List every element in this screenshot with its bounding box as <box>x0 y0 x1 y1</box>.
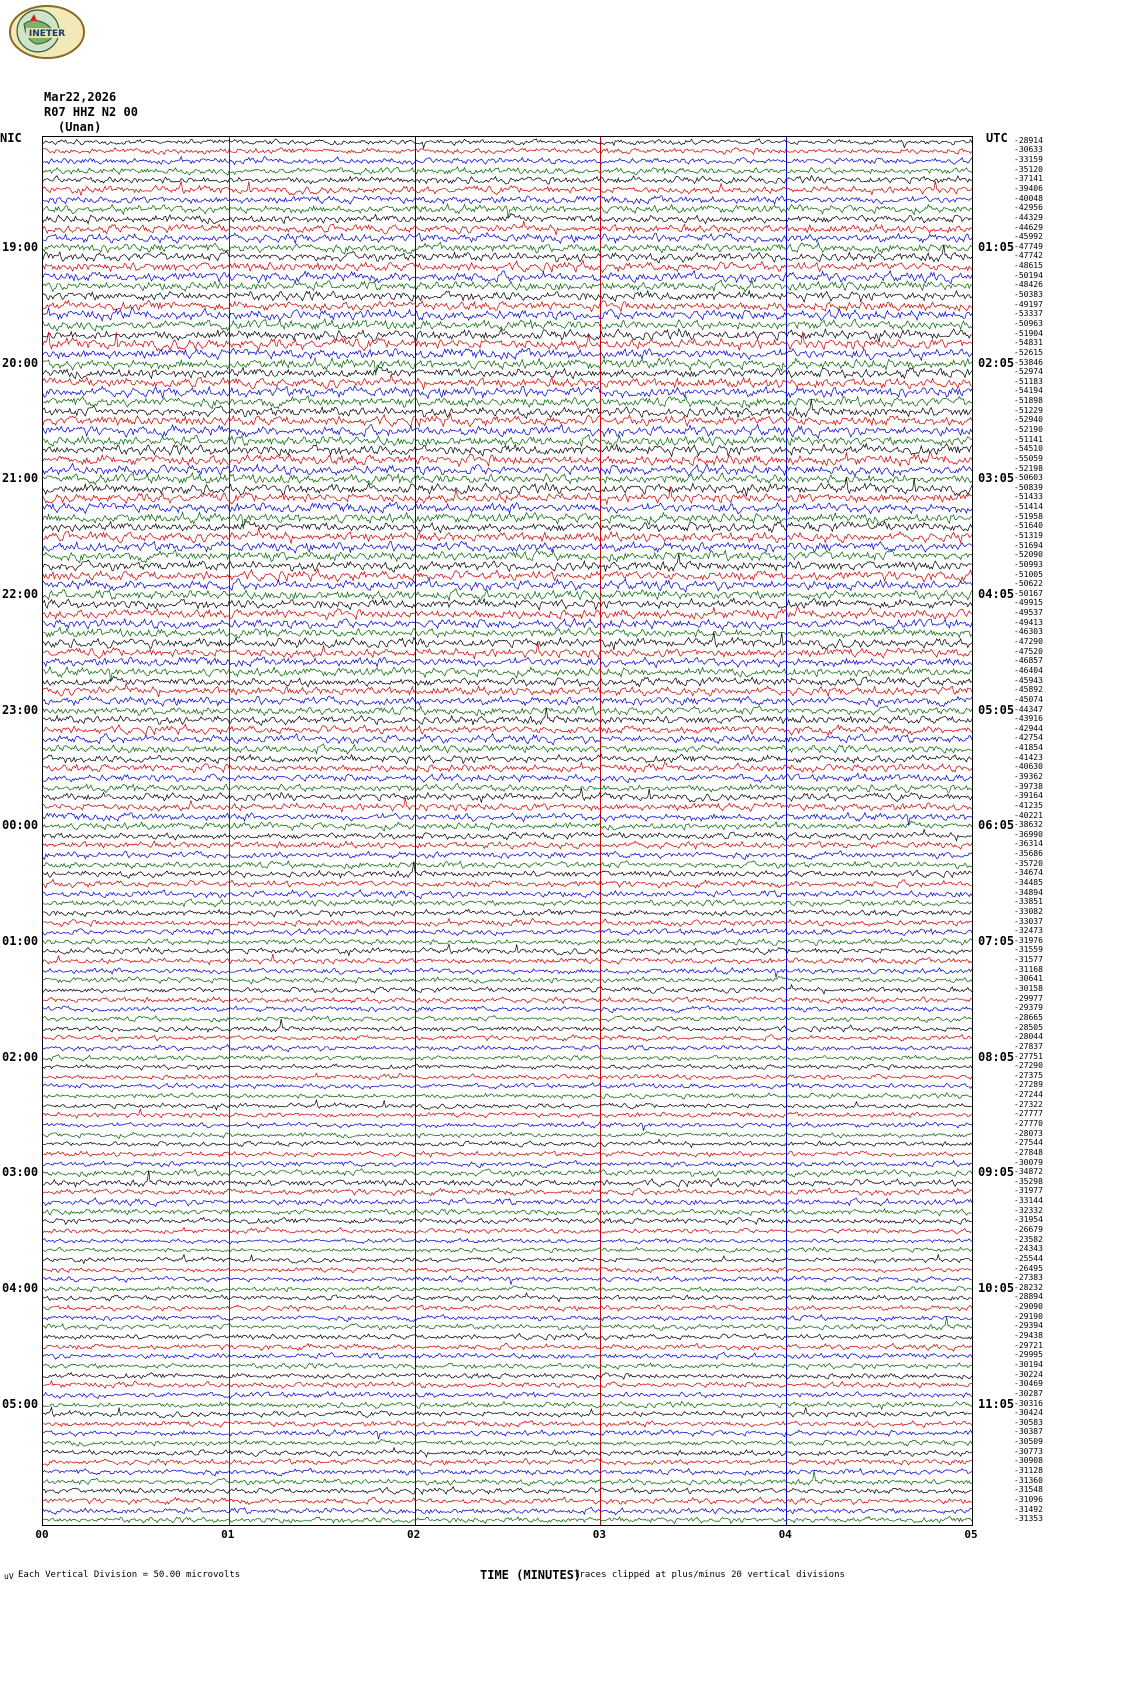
clip-note: Traces clipped at plus/minus 20 vertical divisions <box>574 1570 845 1580</box>
amplitude-label: -51414 <box>1014 502 1043 512</box>
amplitude-label: -30194 <box>1014 1359 1043 1369</box>
utc-time-label: 06:05 <box>978 818 1015 833</box>
seismogram-plot <box>42 136 973 1526</box>
amplitude-label: -28665 <box>1014 1012 1043 1022</box>
amplitude-label: -27751 <box>1014 1051 1043 1061</box>
amplitude-label: -50383 <box>1014 290 1043 300</box>
local-time-label: 01:00 <box>2 933 39 948</box>
utc-time-label: 03:05 <box>978 471 1015 486</box>
utc-time-label: 02:05 <box>978 355 1015 370</box>
amplitude-label: -26495 <box>1014 1263 1043 1273</box>
amplitude-label: -28044 <box>1014 1032 1043 1042</box>
amplitude-label: -28914 <box>1014 135 1043 145</box>
amplitude-label: -51183 <box>1014 376 1043 386</box>
amplitude-label: -30908 <box>1014 1456 1043 1466</box>
amplitude-label: -51005 <box>1014 569 1043 579</box>
amplitude-label: -30158 <box>1014 984 1043 994</box>
amplitude-label: -50167 <box>1014 588 1043 598</box>
amplitude-label: -50963 <box>1014 318 1043 328</box>
amplitude-label: -35120 <box>1014 164 1043 174</box>
amplitude-label: -53846 <box>1014 357 1043 367</box>
amplitude-label: -47749 <box>1014 241 1043 251</box>
amplitude-label: -52974 <box>1014 367 1043 377</box>
amplitude-label: -44347 <box>1014 704 1043 714</box>
trace-row <box>43 1507 973 1526</box>
amplitude-label: -23582 <box>1014 1234 1043 1244</box>
amplitude-label: -30509 <box>1014 1437 1043 1447</box>
amplitude-label: -27544 <box>1014 1138 1043 1148</box>
amplitude-label: -29379 <box>1014 1003 1043 1013</box>
amplitude-label: -29995 <box>1014 1350 1043 1360</box>
amplitude-label: -34674 <box>1014 868 1043 878</box>
utc-time-label: 04:05 <box>978 586 1015 601</box>
amplitude-label: -50993 <box>1014 559 1043 569</box>
amplitude-label: -28073 <box>1014 1128 1043 1138</box>
utc-time-label: 08:05 <box>978 1049 1015 1064</box>
amplitude-label: -53337 <box>1014 309 1043 319</box>
amplitude-label: -35686 <box>1014 849 1043 859</box>
amplitude-label: -54831 <box>1014 338 1043 348</box>
amplitude-label: -42956 <box>1014 203 1043 213</box>
amplitude-label: -29394 <box>1014 1321 1043 1331</box>
amplitude-label: -40221 <box>1014 810 1043 820</box>
amplitude-label: -41854 <box>1014 743 1043 753</box>
scale-note: Each Vertical Division = 50.00 microvolts <box>18 1570 241 1580</box>
amplitude-label: -29190 <box>1014 1311 1043 1321</box>
amplitude-label: -30224 <box>1014 1369 1043 1379</box>
header-date: Mar22,2026 <box>44 90 117 104</box>
amplitude-label: -55059 <box>1014 453 1043 463</box>
amplitude-label: -34872 <box>1014 1167 1043 1177</box>
amplitude-label: -30583 <box>1014 1417 1043 1427</box>
amplitude-label: -33082 <box>1014 906 1043 916</box>
amplitude-label: -32332 <box>1014 1205 1043 1215</box>
amplitude-label: -33037 <box>1014 916 1043 926</box>
amplitude-label: -51319 <box>1014 531 1043 540</box>
amplitude-label: -29438 <box>1014 1331 1043 1341</box>
utc-time-label: 05:05 <box>978 702 1015 717</box>
amplitude-label: -31559 <box>1014 945 1043 955</box>
amplitude-label: -51229 <box>1014 405 1043 415</box>
amplitude-label: -31168 <box>1014 964 1043 974</box>
amplitude-label: -39164 <box>1014 791 1043 801</box>
amplitude-label: -54510 <box>1014 444 1043 454</box>
amplitude-label: -34894 <box>1014 887 1043 897</box>
local-time-label: 02:00 <box>2 1049 39 1064</box>
amplitude-label: -28232 <box>1014 1282 1043 1292</box>
amplitude-label: -42944 <box>1014 723 1043 733</box>
amplitude-label: -38632 <box>1014 820 1043 830</box>
amplitude-label: -45992 <box>1014 232 1043 242</box>
amplitude-label: -49537 <box>1014 608 1043 618</box>
amplitude-label: -31353 <box>1014 1514 1043 1524</box>
amplitude-label: -42754 <box>1014 733 1043 743</box>
amplitude-label: -27322 <box>1014 1099 1043 1109</box>
amplitude-label: -46404 <box>1014 665 1043 675</box>
x-tick-label: 04 <box>778 1528 792 1541</box>
amplitude-label: -51141 <box>1014 434 1043 444</box>
amplitude-label: -47742 <box>1014 251 1043 261</box>
x-tick-label: 01 <box>221 1528 235 1541</box>
amplitude-label: -31128 <box>1014 1465 1043 1475</box>
amplitude-label: -27837 <box>1014 1041 1043 1051</box>
local-time-label: 05:00 <box>2 1396 39 1411</box>
amplitude-label: -33159 <box>1014 155 1043 165</box>
utc-time-label: 07:05 <box>978 933 1015 948</box>
x-axis-ticks <box>35 1528 978 1544</box>
amplitude-label: -47290 <box>1014 637 1043 647</box>
x-axis-label: TIME (MINUTES) <box>480 1568 582 1582</box>
unit-mark: uV <box>4 1572 14 1581</box>
amplitude-label: -52615 <box>1014 347 1043 357</box>
amplitude-label: -30633 <box>1014 145 1043 155</box>
amplitude-label: -26679 <box>1014 1225 1043 1234</box>
x-tick-label: 03 <box>592 1528 607 1541</box>
local-time-label: 03:00 <box>2 1165 39 1180</box>
amplitude-label: -52198 <box>1014 463 1043 473</box>
x-tick-label: 05 <box>964 1528 978 1541</box>
amplitude-label: -30079 <box>1014 1157 1043 1167</box>
amplitude-label: -30424 <box>1014 1408 1043 1418</box>
amplitude-label: -51904 <box>1014 328 1043 338</box>
amplitude-label: -45074 <box>1014 694 1043 704</box>
amplitude-label: -36990 <box>1014 829 1043 839</box>
right-axis-label: UTC <box>986 131 1008 145</box>
amplitude-label: -49413 <box>1014 617 1043 627</box>
amplitude-label: -44329 <box>1014 212 1043 222</box>
amplitude-label: -34485 <box>1014 878 1043 887</box>
amplitude-label: -27383 <box>1014 1273 1043 1283</box>
utc-time-label: 01:05 <box>978 239 1015 254</box>
amplitude-label: -27848 <box>1014 1147 1043 1157</box>
amplitude-label: -30387 <box>1014 1427 1043 1437</box>
amplitude-label: -36314 <box>1014 839 1043 849</box>
amplitude-label: -30316 <box>1014 1398 1043 1408</box>
utc-time-label: 09:05 <box>978 1165 1015 1180</box>
amplitude-label: -51898 <box>1014 396 1043 406</box>
amplitude-label: -32473 <box>1014 926 1043 936</box>
amplitude-label: -52190 <box>1014 424 1043 434</box>
local-time-label: 23:00 <box>2 702 39 717</box>
amplitude-label: -33144 <box>1014 1196 1043 1206</box>
amplitude-label: -46303 <box>1014 627 1043 637</box>
amplitude-label: -31976 <box>1014 935 1043 945</box>
utc-time-label: 11:05 <box>978 1396 1015 1411</box>
local-time-label: 04:00 <box>2 1280 39 1295</box>
amplitude-label: -31492 <box>1014 1504 1043 1514</box>
amplitude-label: -47520 <box>1014 646 1043 656</box>
amplitude-label: -27375 <box>1014 1070 1043 1080</box>
local-time-label: 21:00 <box>2 471 39 486</box>
amplitude-label: -52090 <box>1014 550 1043 560</box>
amplitude-label: -50622 <box>1014 579 1043 589</box>
amplitude-label: -46857 <box>1014 656 1043 666</box>
local-time-label: 00:00 <box>2 818 39 833</box>
amplitude-label: -31360 <box>1014 1475 1043 1485</box>
amplitude-label: -40630 <box>1014 762 1043 772</box>
ineter-logo <box>8 4 86 60</box>
amplitude-label: -41235 <box>1014 800 1043 810</box>
amplitude-label: -27289 <box>1014 1080 1043 1090</box>
amplitude-label: -28894 <box>1014 1292 1043 1302</box>
amplitude-label: -27290 <box>1014 1061 1043 1071</box>
amplitude-label: -31977 <box>1014 1186 1043 1196</box>
amplitude-label: -35298 <box>1014 1176 1043 1186</box>
amplitude-label: -51694 <box>1014 540 1043 550</box>
header-location: (Unan) <box>58 120 102 134</box>
x-tick-label: 00 <box>35 1528 49 1541</box>
amplitude-label: -39406 <box>1014 184 1043 193</box>
amplitude-label: -30641 <box>1014 974 1043 984</box>
amplitude-label: -30287 <box>1014 1388 1043 1398</box>
amplitude-label: -51433 <box>1014 492 1043 502</box>
amplitude-label: -37141 <box>1014 174 1043 184</box>
amplitude-label: -40048 <box>1014 193 1043 203</box>
left-axis-label: NIC <box>0 131 22 145</box>
amplitude-label: -35720 <box>1014 858 1043 868</box>
header-channel: R07 HHZ N2 00 <box>44 105 138 119</box>
amplitude-label: -52940 <box>1014 415 1043 425</box>
amplitude-label: -39738 <box>1014 781 1043 791</box>
amplitude-label: -48615 <box>1014 261 1043 271</box>
amplitude-label: -39362 <box>1014 771 1043 781</box>
amplitude-label: -48426 <box>1014 280 1043 290</box>
amplitude-label: -29977 <box>1014 993 1043 1003</box>
utc-time-label: 10:05 <box>978 1280 1015 1295</box>
local-time-label: 20:00 <box>2 355 39 370</box>
amplitude-label: -29721 <box>1014 1340 1043 1350</box>
amplitude-label: -41423 <box>1014 752 1043 762</box>
amplitude-label: -31954 <box>1014 1215 1043 1225</box>
local-time-label: 22:00 <box>2 586 39 601</box>
amplitude-label: -50839 <box>1014 482 1043 492</box>
amplitude-label: -51958 <box>1014 511 1043 521</box>
amplitude-label: -30469 <box>1014 1379 1043 1389</box>
amplitude-label: -33851 <box>1014 897 1043 907</box>
amplitude-label: -27770 <box>1014 1118 1043 1128</box>
amplitude-label: -43916 <box>1014 714 1043 724</box>
amplitude-label: -44629 <box>1014 222 1043 232</box>
amplitude-label: -49915 <box>1014 598 1043 608</box>
amplitude-label: -51640 <box>1014 521 1043 531</box>
amplitude-label: -49197 <box>1014 299 1043 309</box>
amplitude-label: -45892 <box>1014 685 1043 695</box>
amplitude-label: -25544 <box>1014 1253 1043 1263</box>
amplitude-label: -27244 <box>1014 1090 1043 1100</box>
amplitude-label: -28505 <box>1014 1022 1043 1032</box>
amplitude-label: -45943 <box>1014 675 1043 685</box>
amplitude-label: -30773 <box>1014 1446 1043 1456</box>
amplitude-label: -31096 <box>1014 1494 1043 1504</box>
svg-text:INETER: INETER <box>28 29 66 39</box>
amplitude-label: -50603 <box>1014 473 1043 483</box>
local-time-label: 19:00 <box>2 239 39 254</box>
amplitude-label: -50194 <box>1014 270 1043 280</box>
amplitude-label: -31548 <box>1014 1485 1043 1495</box>
x-tick-label: 02 <box>406 1528 421 1541</box>
amplitude-label: -54194 <box>1014 386 1043 396</box>
amplitude-label: -29090 <box>1014 1302 1043 1312</box>
amplitude-label: -27777 <box>1014 1109 1043 1119</box>
amplitude-label: -31577 <box>1014 955 1043 965</box>
amplitude-label: -24343 <box>1014 1244 1043 1254</box>
